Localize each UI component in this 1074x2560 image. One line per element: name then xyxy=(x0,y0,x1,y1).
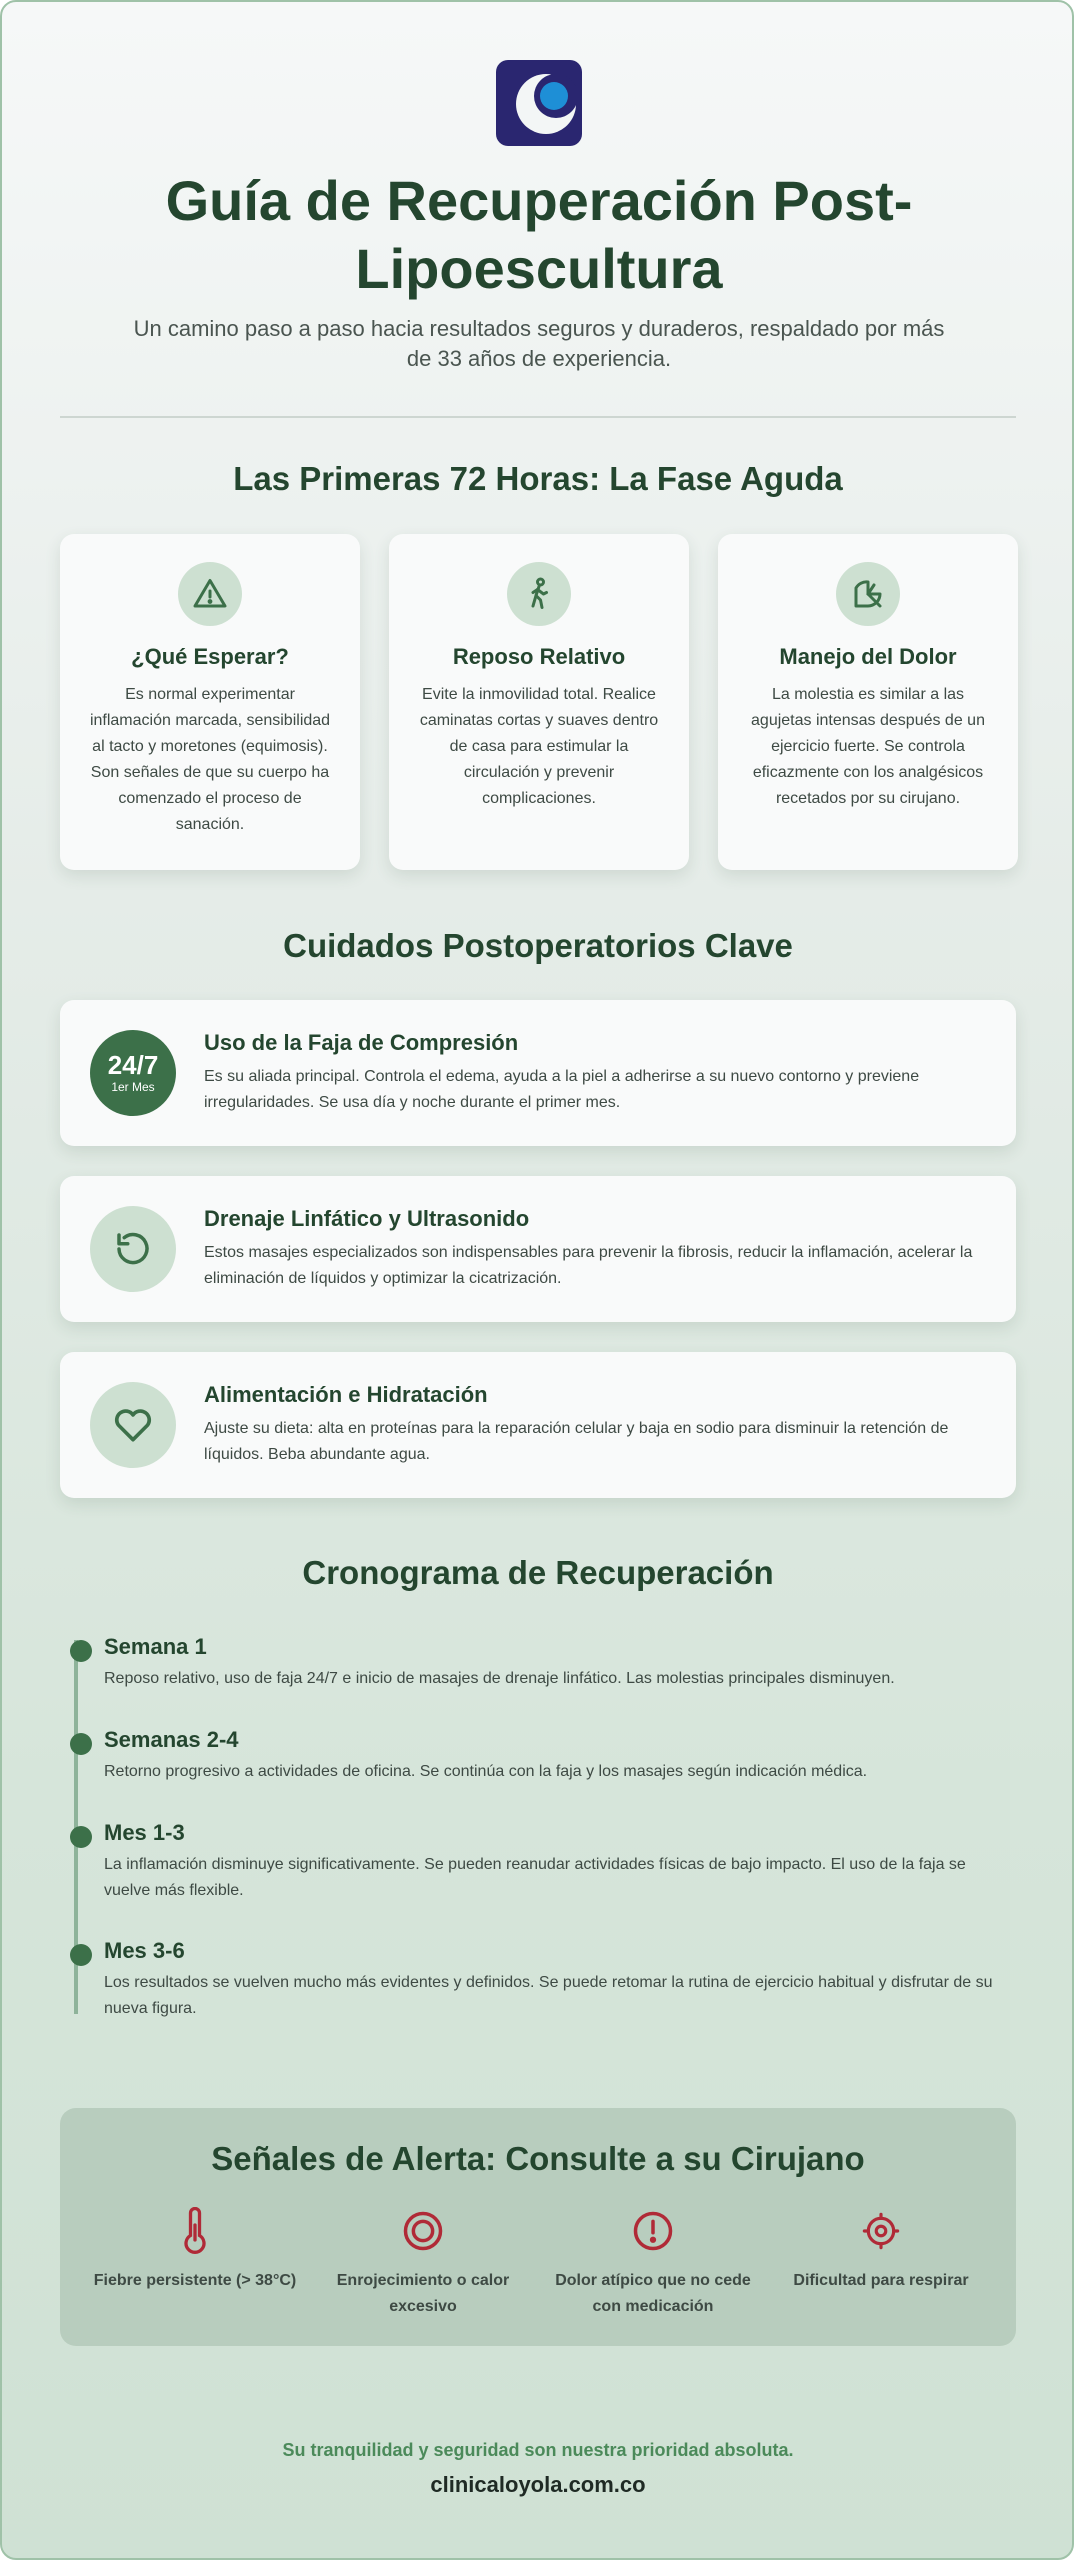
refresh-icon xyxy=(90,1206,176,1292)
alert-title: Señales de Alerta: Consulte a su Cirujano xyxy=(211,2140,865,2177)
alert-item-label: Enrojecimiento o calor excesivo xyxy=(336,2272,510,2315)
care-item-title: Uso de la Faja de Compresión xyxy=(204,1030,519,1055)
care-item-text: Estos masajes especializados son indispensables para prevenir la fibrosis, reducir la inflamación, acelerar la eliminación de líquidos y optimizar la cicatrización. xyxy=(204,1244,973,1287)
acute-card-title: Manejo del Dolor xyxy=(779,644,957,669)
badge-value: 24/7 xyxy=(107,1050,159,1080)
breathing-icon xyxy=(776,2206,986,2256)
care-item-nutrition xyxy=(60,1352,1016,1498)
care-item-compression xyxy=(60,1000,1016,1146)
care-item-title: Alimentación e Hidratación xyxy=(204,1382,488,1407)
footer-tagline: Su tranquilidad y seguridad son nuestra prioridad absoluta. xyxy=(282,2440,794,2460)
care-item-text: Es su aliada principal. Controla el edema, ayuda a la piel a adherirse a su nuevo contorno y previene irregularidades. Se usa día y noche durante el primer mes. xyxy=(204,1068,920,1111)
timeline-item-title: Mes 3-6 xyxy=(104,1938,185,1963)
care-item-drainage xyxy=(60,1176,1016,1322)
timeline-item xyxy=(78,1936,1008,2022)
heart-icon xyxy=(90,1382,176,1468)
pain-icon xyxy=(836,562,900,626)
thermometer-icon xyxy=(90,2206,300,2256)
alert-item-label: Fiebre persistente (> 38°C) xyxy=(93,2272,297,2289)
alert-circle-icon xyxy=(548,2206,758,2256)
care-section-title: Cuidados Postoperatorios Clave xyxy=(283,927,793,964)
care-item-title: Drenaje Linfático y Ultrasonido xyxy=(204,1206,530,1231)
acute-card-text: Evite la inmovilidad total. Realice caminatas cortas y suaves dentro de casa para estimular la circulación y prevenir complicaciones. xyxy=(419,686,659,807)
timeline-dot xyxy=(70,1944,92,1966)
alert-item-breathing xyxy=(776,2206,986,2294)
acute-card-title: ¿Qué Esperar? xyxy=(131,644,289,669)
acute-card-text: La molestia es similar a las agujetas intensas después de un ejercicio fuerte. Se controla eficazmente con los analgésicos recetados por su cirujano. xyxy=(751,686,985,807)
timeline-item-title: Mes 1-3 xyxy=(104,1820,185,1845)
footer-website[interactable]: clinicaloyola.com.co xyxy=(430,2472,646,2497)
alert-item-fever xyxy=(90,2206,300,2294)
walking-icon xyxy=(507,562,571,626)
timeline-dot xyxy=(70,1640,92,1662)
acute-card-pain xyxy=(718,534,1018,870)
timeline-item-title: Semana 1 xyxy=(104,1634,207,1659)
timeline-item-text: Los resultados se vuelven mucho más evidentes y definidos. Se puede retomar la rutina de ejercicio habitual y disfrutar de su nueva figura. xyxy=(104,1974,993,2017)
timeline-item-text: Reposo relativo, uso de faja 24/7 e inicio de masajes de drenaje linfático. Las molestias principales disminuyen. xyxy=(104,1670,895,1687)
alert-item-pain xyxy=(548,2206,758,2320)
timeline-item xyxy=(78,1818,1008,1904)
clinic-logo xyxy=(496,60,582,146)
alert-item-label: Dificultad para respirar xyxy=(793,2272,969,2289)
page-subtitle: Un camino paso a paso hacia resultados seguros y duraderos, respaldado por más de 33 años de experiencia. xyxy=(133,316,945,371)
timeline-section-title: Cronograma de Recuperación xyxy=(302,1554,774,1591)
timeline-dot xyxy=(70,1826,92,1848)
alert-item-label: Dolor atípico que no cede con medicación xyxy=(555,2272,751,2315)
header-divider xyxy=(60,416,1016,418)
compression-badge xyxy=(90,1030,176,1116)
alert-box xyxy=(60,2108,1016,2346)
warning-icon xyxy=(178,562,242,626)
acute-card-title: Reposo Relativo xyxy=(452,644,626,669)
care-item-text: Ajuste su dieta: alta en proteínas para la reparación celular y baja en sodio para disminuir la retención de líquidos. Beba abundante agua. xyxy=(204,1420,949,1463)
timeline-item-text: La inflamación disminuye significativamente. Se pueden reanudar actividades físicas de bajo impacto. El uso de la faja se vuelve más flexible. xyxy=(104,1856,966,1899)
acute-card-text: Es normal experimentar inflamación marcada, sensibilidad al tacto y moretones (equimosis). Son señales de que su cuerpo ha comenzado el proceso de sanación. xyxy=(89,686,331,833)
timeline-item-text: Retorno progresivo a actividades de oficina. Se continúa con la faja y los masajes según indicación médica. xyxy=(104,1763,868,1780)
redness-icon xyxy=(318,2206,528,2256)
acute-card-expect xyxy=(60,534,360,870)
badge-caption: 1er Mes xyxy=(111,1080,155,1094)
acute-card-rest xyxy=(389,534,689,870)
timeline-dot xyxy=(70,1733,92,1755)
alert-item-redness xyxy=(318,2206,528,2320)
page-title: Guía de Recuperación Post-Lipoescultura xyxy=(165,169,913,300)
timeline-item xyxy=(78,1725,1008,1785)
acute-section-title: Las Primeras 72 Horas: La Fase Aguda xyxy=(233,460,843,497)
timeline-item xyxy=(78,1632,1008,1692)
timeline-item-title: Semanas 2-4 xyxy=(104,1727,239,1752)
